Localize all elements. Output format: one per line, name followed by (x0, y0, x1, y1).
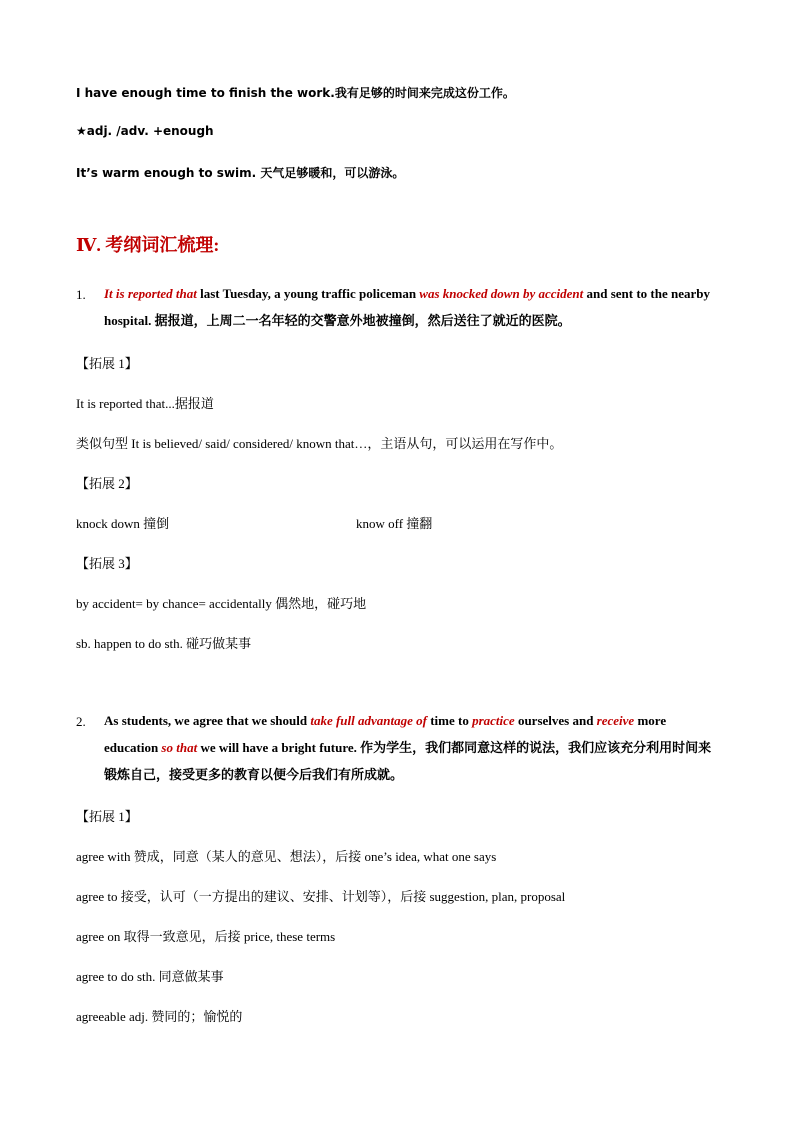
phrase-so-that: so that (158, 740, 198, 755)
grammar-rule-enough: ★adj. /adv. +enough (76, 124, 214, 138)
extension-1-title: 【拓展 1】 (76, 356, 138, 371)
phrase-take-full-advantage-of: take full advantage of (310, 713, 427, 728)
phrase-practice: practice (472, 713, 515, 728)
item-2-paragraph (104, 707, 720, 788)
extension-2-title: 【拓展 2】 (76, 476, 138, 491)
section-title: Ⅳ. 考纲词汇梳理: (76, 235, 220, 255)
item-number-1: 1. (76, 287, 86, 302)
agree-with-line: agree with 赞成，同意（某人的意见、想法），后接 one’s idea, what one says (76, 849, 497, 864)
extension-2-knock-down: knock down 撞倒 (76, 516, 170, 531)
item-2-text-b: time to (426, 713, 473, 728)
agreeable-line: agreeable adj. 赞同的；愉悦的 (76, 1009, 243, 1024)
item-2-text-e: we will have a bright future. 作为学生，我们都同意这样的说法，我们应该充分利用时间来锻炼自己，接受更多的教育以便今后我们有所成就。 (104, 740, 712, 782)
item-1-paragraph (104, 280, 720, 334)
phrase-receive: receive (596, 713, 635, 728)
extension-2-know-off: know off 撞翻 (356, 516, 433, 531)
item-2-text-a: As students, we agree that we should (104, 713, 311, 728)
item-2-extension-1-title: 【拓展 1】 (76, 809, 138, 824)
extension-3-line-1: by accident= by chance= accidentally 偶然地，碰巧地 (76, 596, 367, 611)
agree-on-line: agree on 取得一致意见，后接 price, these terms (76, 929, 336, 944)
extension-1-line-2: 类似句型 It is believed/ said/ considered/ known that…，主语从句，可以运用在写作中。 (76, 436, 563, 451)
item-number-2: 2. (76, 714, 86, 729)
agree-to-do-line: agree to do sth. 同意做某事 (76, 969, 224, 984)
extension-3-title: 【拓展 3】 (76, 556, 138, 571)
item-1-text-a: last Tuesday, a young traffic policeman (196, 286, 420, 301)
item-1-text-b: and sent to the nearby hospital. 据报道，上周二一名年轻的交警意外地被撞倒，然后送往了就近的医院。 (104, 286, 710, 328)
item-2-text-c: ourselves and (514, 713, 597, 728)
extension-1-line-1: It is reported that...据报道 (76, 396, 214, 411)
example-sentence-warm-enough: It’s warm enough to swim. 天气足够暖和，可以游泳。 (76, 166, 405, 180)
phrase-knocked-down-by-accident: was knocked down by accident (419, 286, 584, 301)
item-2-text-d: more education (104, 713, 667, 755)
example-sentence-enough-time: I have enough time to finish the work.我有足够的时间来完成这份工作。 (76, 86, 515, 100)
agree-to-line: agree to 接受，认可（一方提出的建议、安排、计划等），后接 suggestion, plan, proposal (76, 889, 566, 904)
extension-3-line-2: sb. happen to do sth. 碰巧做某事 (76, 636, 252, 651)
phrase-it-is-reported-that: It is reported that (104, 286, 197, 301)
